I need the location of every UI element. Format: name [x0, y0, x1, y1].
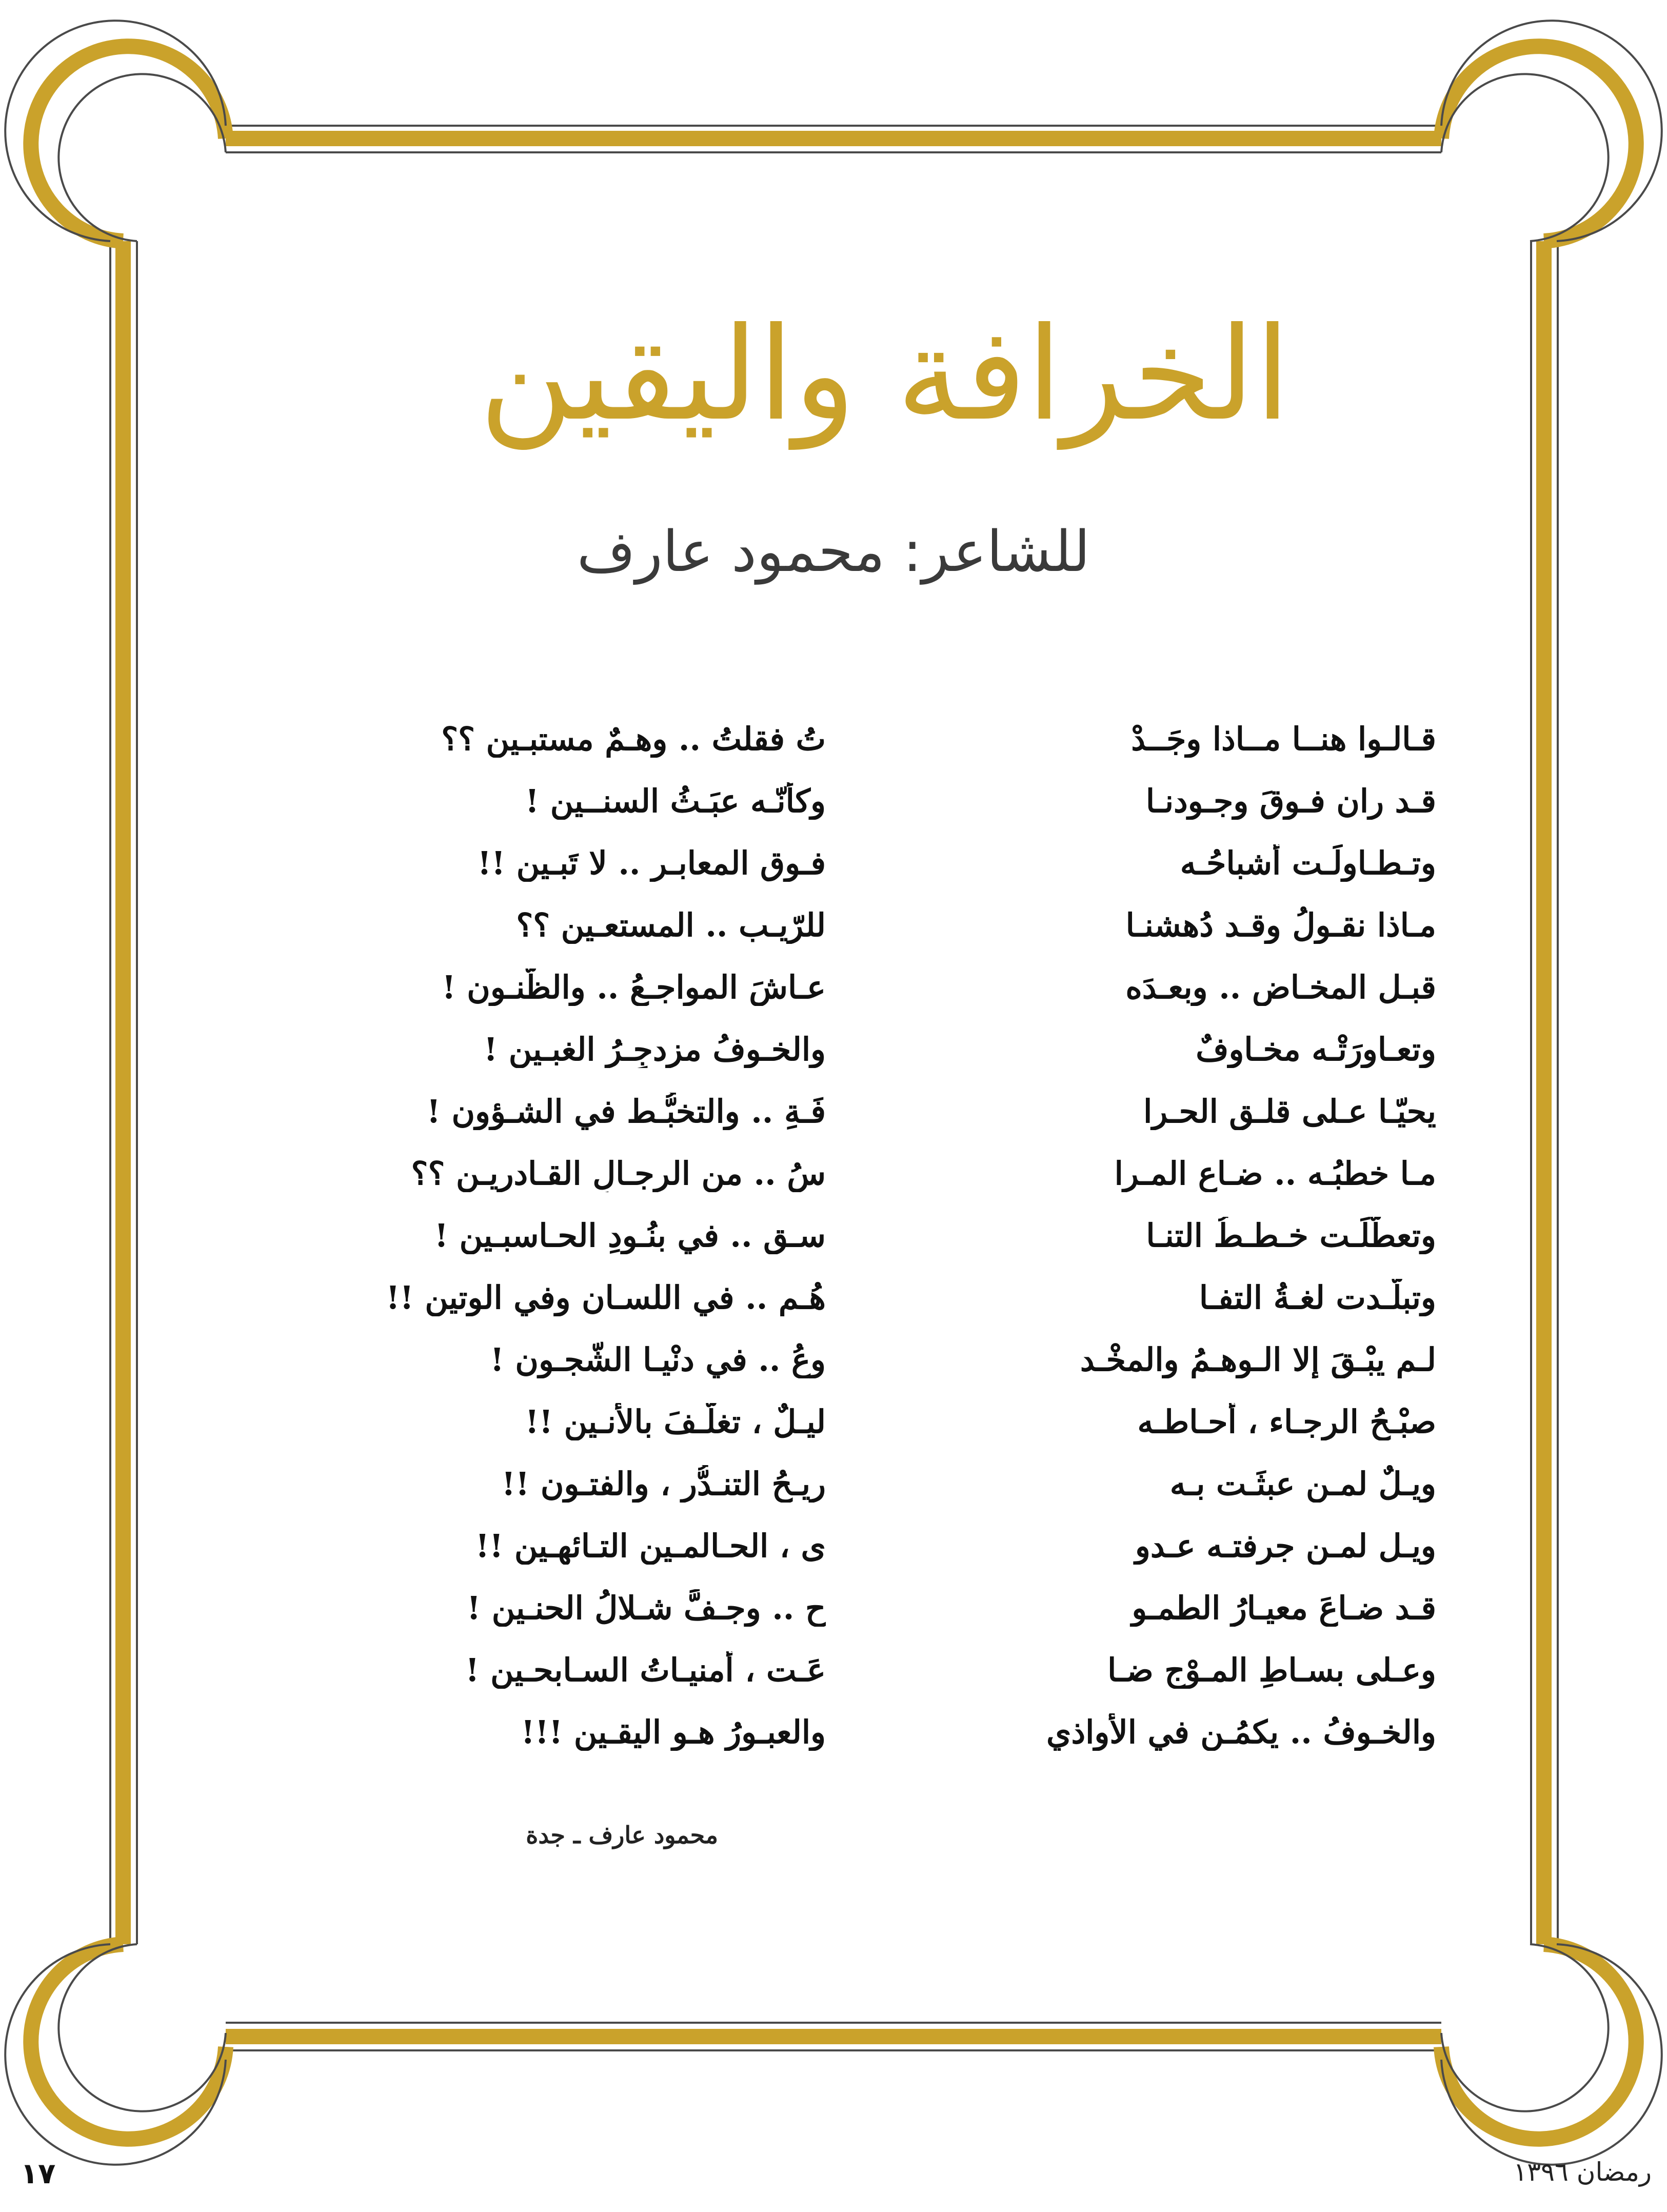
verse-second-hemistich: وكأنّـه عبَـثُ السنــين ! — [525, 782, 826, 820]
verse-second-hemistich: والعبـورُ هـو اليقـين !!! — [521, 1713, 826, 1751]
verse-second-hemistich: عَـت ، أمنيـاتُ السـابحـين ! — [465, 1651, 826, 1689]
verse-first-hemistich: قبـل المخـاضِ .. وبعـدَه — [1125, 969, 1436, 1006]
page-number: ١٧ — [21, 2157, 56, 2190]
verse-first-hemistich: وتبلّـدت لغـةُ التفـا — [1199, 1279, 1436, 1316]
poem-verse — [333, 1080, 1436, 1142]
verse-first-hemistich: قـالـوا هنــا مــاذا وجَــدْ — [1131, 720, 1436, 758]
poem-verse — [333, 1701, 1436, 1763]
issue-date: رمضان ١٣٩٦ — [1513, 2157, 1652, 2187]
verse-first-hemistich: وتعـاورَتْـه مخـاوفٌ — [1196, 1031, 1436, 1068]
poem-verse — [333, 1577, 1436, 1639]
poem-verse — [333, 1267, 1436, 1329]
poem-verse — [333, 1329, 1436, 1391]
verse-first-hemistich: ويـل لمـن جرفتـه عـدو — [1135, 1527, 1436, 1565]
poem-verse — [333, 1142, 1436, 1204]
poem-verse — [333, 1639, 1436, 1701]
poem-verse — [333, 770, 1436, 832]
verse-second-hemistich: سُ .. من الرجـالِ القـادريـن ؟؟ — [411, 1155, 826, 1192]
verse-first-hemistich: يحيّـا عـلى قلـقِ الحـرا — [1143, 1093, 1436, 1130]
verse-second-hemistich: وعُ .. في دنْيـا الشّجـون ! — [490, 1341, 826, 1378]
poem-verse — [333, 1204, 1436, 1267]
poem-verse — [333, 1453, 1436, 1515]
poem-verse — [333, 1391, 1436, 1453]
verse-first-hemistich: قـد ضـاعَ معيـارُ الطمـو — [1132, 1589, 1436, 1627]
verse-first-hemistich: مـا خطبُـه .. ضـاع المـرا — [1114, 1155, 1436, 1192]
poem-verse — [333, 1515, 1436, 1577]
poem-verse — [333, 708, 1436, 770]
verse-second-hemistich: حِ .. وجـفَّ شـلالُ الحنـين ! — [466, 1589, 826, 1627]
poem-verse — [333, 1018, 1436, 1080]
verse-first-hemistich: مـاذا نقـولُ وقـد دُهشنـا — [1125, 906, 1436, 944]
verse-first-hemistich: قـد ران فـوقَ وجـودنـا — [1145, 782, 1436, 820]
verse-second-hemistich: والخـوفُ مزدجِـرُ الغبـين ! — [483, 1031, 826, 1068]
verse-second-hemistich: ى ، الحـالمـين التـائهـين !! — [475, 1527, 826, 1565]
poem-verse — [333, 956, 1436, 1018]
poem-body — [333, 708, 1436, 1763]
verse-first-hemistich: لـم يبْـقَ إلا الـوهـمُ والمخْـد — [1080, 1341, 1436, 1378]
poet-byline: للشاعر: محمود عارف — [577, 519, 1090, 584]
poem-title: الخرافة واليقين — [479, 300, 1291, 449]
verse-first-hemistich: صبْـحُ الرجـاء ، أحـاطـه — [1137, 1403, 1436, 1440]
poet-signature: محمود عارف ـ جدة — [526, 1821, 718, 1849]
verse-second-hemistich: ليـلٌ ، تغلّـفَ بالأنـين !! — [525, 1403, 826, 1440]
verse-first-hemistich: والخـوفُ .. يكمُـن في الأواذي — [1046, 1713, 1436, 1751]
verse-first-hemistich: ويـلٌ لمـن عبثَـت بـه — [1169, 1465, 1436, 1503]
verse-second-hemistich: عـاشَ المواجـعُ .. والظّنـون ! — [442, 969, 826, 1006]
poem-verse — [333, 832, 1436, 894]
verse-second-hemistich: تُ فقلتُ .. وهـمٌ مستبـين ؟؟ — [441, 720, 826, 758]
verse-second-hemistich: هُـم .. في اللسـان وفي الوتين !! — [386, 1279, 826, 1316]
verse-first-hemistich: وتعطّلَـت خـطـطُ التنـا — [1146, 1217, 1436, 1254]
poem-verse — [333, 894, 1436, 956]
verse-second-hemistich: فـوق المعابـرِ .. لا تَبـين !! — [477, 844, 826, 882]
verse-second-hemistich: ريـحُ التنـدُّر ، والفتـون !! — [501, 1465, 826, 1503]
verse-second-hemistich: للرّيـب .. المستعـين ؟؟ — [516, 906, 826, 944]
verse-first-hemistich: وعـلى بسـاطِ المـوْج ضـا — [1107, 1651, 1436, 1689]
verse-second-hemistich: فَـةِ .. والتخبُّـط في الشـؤون ! — [426, 1093, 826, 1130]
verse-first-hemistich: وتـطـاولَـت أشباحُـه — [1180, 844, 1436, 882]
verse-second-hemistich: سـقِ .. في بنُـودِ الحـاسبـين ! — [434, 1217, 826, 1254]
